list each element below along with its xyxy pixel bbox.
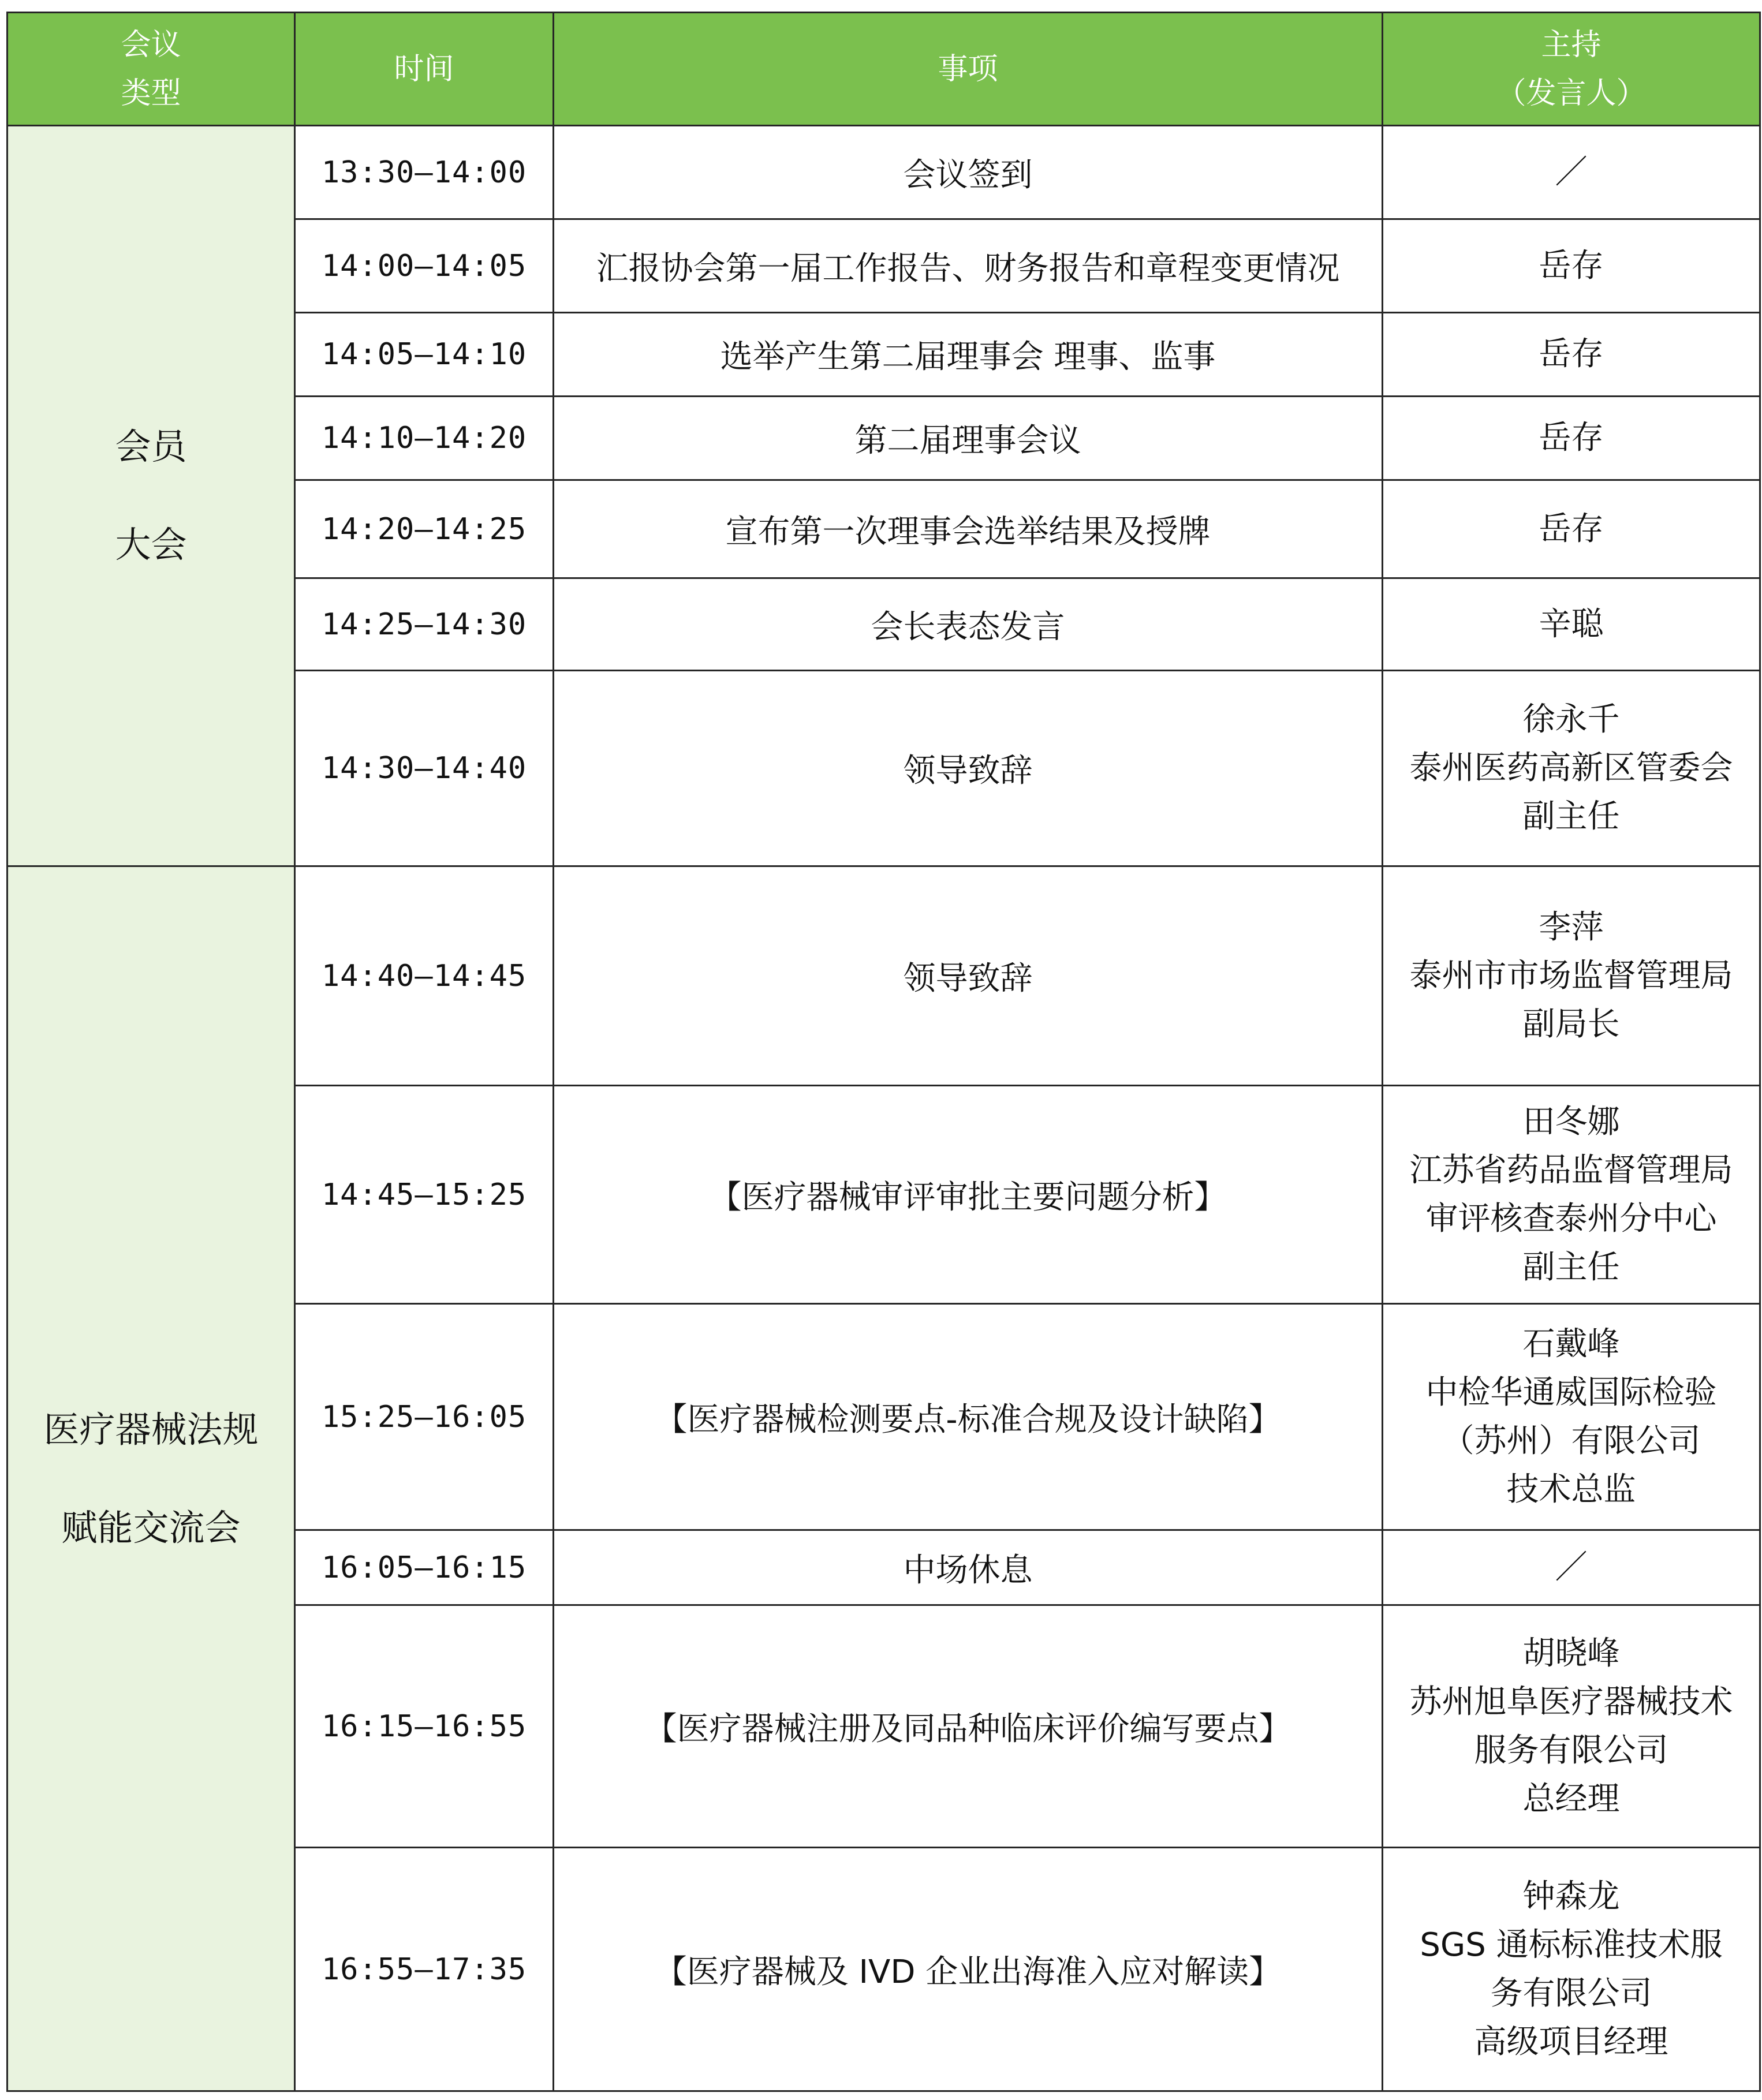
header-type-line: 会议 [121, 27, 181, 62]
host-line: 技术总监 [1506, 1470, 1636, 1508]
host-cell [1383, 480, 1760, 578]
host-line: ／ [1555, 1548, 1588, 1586]
header-time: 时间 [295, 13, 554, 126]
host-cell [1383, 671, 1760, 866]
host-line: 岳存 [1539, 510, 1604, 548]
meeting-type-cell [8, 866, 295, 2091]
host-line: 苏州旭阜医疗器械技术 [1409, 1683, 1733, 1721]
host-cell [1383, 397, 1760, 480]
host-line: 李萍 [1539, 908, 1604, 946]
host-line: 审评核查泰州分中心 [1425, 1200, 1717, 1238]
item-cell: 【医疗器械注册及同品种临床评价编写要点】 [554, 1605, 1383, 1848]
host-line: 江苏省药品监督管理局 [1409, 1151, 1733, 1189]
host-line: 总经理 [1522, 1780, 1620, 1818]
meeting-type-cell [8, 126, 295, 866]
item-cell: 【医疗器械审评审批主要问题分析】 [554, 1086, 1383, 1304]
item-cell: 领导致辞 [554, 671, 1383, 866]
host-line: 石戴峰 [1522, 1325, 1620, 1363]
time-cell: 14:40—14:45 [295, 866, 554, 1086]
time-cell: 16:15—16:55 [295, 1605, 554, 1848]
host-cell [1383, 126, 1760, 219]
host-cell [1383, 1530, 1760, 1605]
item-cell: 领导致辞 [554, 866, 1383, 1086]
host-line: 中检华通威国际检验 [1425, 1373, 1717, 1411]
host-line: 副主任 [1522, 798, 1620, 835]
table-row [8, 866, 1760, 1086]
host-line: 泰州市市场监督管理局 [1409, 956, 1733, 995]
host-line: 田冬娜 [1522, 1103, 1620, 1141]
header-type-line: 类型 [121, 76, 181, 111]
time-cell: 14:10—14:20 [295, 397, 554, 480]
header-host-line: （发言人） [1496, 76, 1647, 111]
host-cell [1383, 219, 1760, 313]
host-line: 泰州医药高新区管委会 [1409, 749, 1733, 787]
host-line: 副主任 [1522, 1248, 1620, 1286]
host-cell [1383, 1605, 1760, 1848]
item-cell: 【医疗器械检测要点-标准合规及设计缺陷】 [554, 1304, 1383, 1530]
host-line: （苏州）有限公司 [1442, 1422, 1701, 1460]
item-cell: 中场休息 [554, 1530, 1383, 1605]
header-row [8, 13, 1760, 126]
host-line: ／ [1555, 153, 1588, 191]
host-line: 钟森龙 [1522, 1877, 1620, 1915]
time-cell: 14:00—14:05 [295, 219, 554, 313]
header-item: 事项 [554, 13, 1383, 126]
host-line: 服务有限公司 [1474, 1731, 1668, 1769]
item-cell: 选举产生第二届理事会 理事、监事 [554, 313, 1383, 397]
item-cell: 【医疗器械及 IVD 企业出海准入应对解读】 [554, 1848, 1383, 2091]
item-cell: 会议签到 [554, 126, 1383, 219]
host-line: 副局长 [1522, 1005, 1620, 1043]
host-line: 岳存 [1539, 419, 1604, 457]
time-cell: 14:25—14:30 [295, 578, 554, 671]
item-cell: 汇报协会第一届工作报告、财务报告和章程变更情况 [554, 219, 1383, 313]
host-line: 徐永千 [1522, 701, 1620, 738]
time-cell: 16:55—17:35 [295, 1848, 554, 2091]
time-cell: 14:45—15:25 [295, 1086, 554, 1304]
time-cell: 14:05—14:10 [295, 313, 554, 397]
time-cell: 16:05—16:15 [295, 1530, 554, 1605]
host-line: 辛聪 [1539, 605, 1604, 643]
host-cell [1383, 578, 1760, 671]
item-cell: 第二届理事会议 [554, 397, 1383, 480]
meeting-type-line: 大会 [115, 524, 187, 566]
host-cell [1383, 313, 1760, 397]
meeting-type-line: 医疗器械法规 [43, 1408, 259, 1451]
host-line: 胡晓峰 [1522, 1634, 1620, 1672]
time-cell: 14:20—14:25 [295, 480, 554, 578]
item-cell: 会长表态发言 [554, 578, 1383, 671]
header-host-line: 主持 [1541, 27, 1602, 62]
table-row [8, 126, 1760, 219]
host-line: 高级项目经理 [1474, 2023, 1668, 2061]
time-cell: 13:30—14:00 [295, 126, 554, 219]
host-line: 岳存 [1539, 335, 1604, 373]
meeting-type-line: 赋能交流会 [61, 1506, 241, 1549]
host-line: SGS 通标标准技术服 [1420, 1926, 1723, 1964]
host-line: 岳存 [1539, 246, 1604, 285]
meeting-type-line: 会员 [115, 425, 187, 468]
host-cell [1383, 1086, 1760, 1304]
item-cell: 宣布第一次理事会选举结果及授牌 [554, 480, 1383, 578]
header-host [1383, 13, 1760, 126]
agenda-table [6, 12, 1761, 2092]
time-cell: 14:30—14:40 [295, 671, 554, 866]
host-cell [1383, 866, 1760, 1086]
host-line: 务有限公司 [1490, 1974, 1652, 2012]
host-cell [1383, 1848, 1760, 2091]
host-cell [1383, 1304, 1760, 1530]
time-cell: 15:25—16:05 [295, 1304, 554, 1530]
header-type [8, 13, 295, 126]
